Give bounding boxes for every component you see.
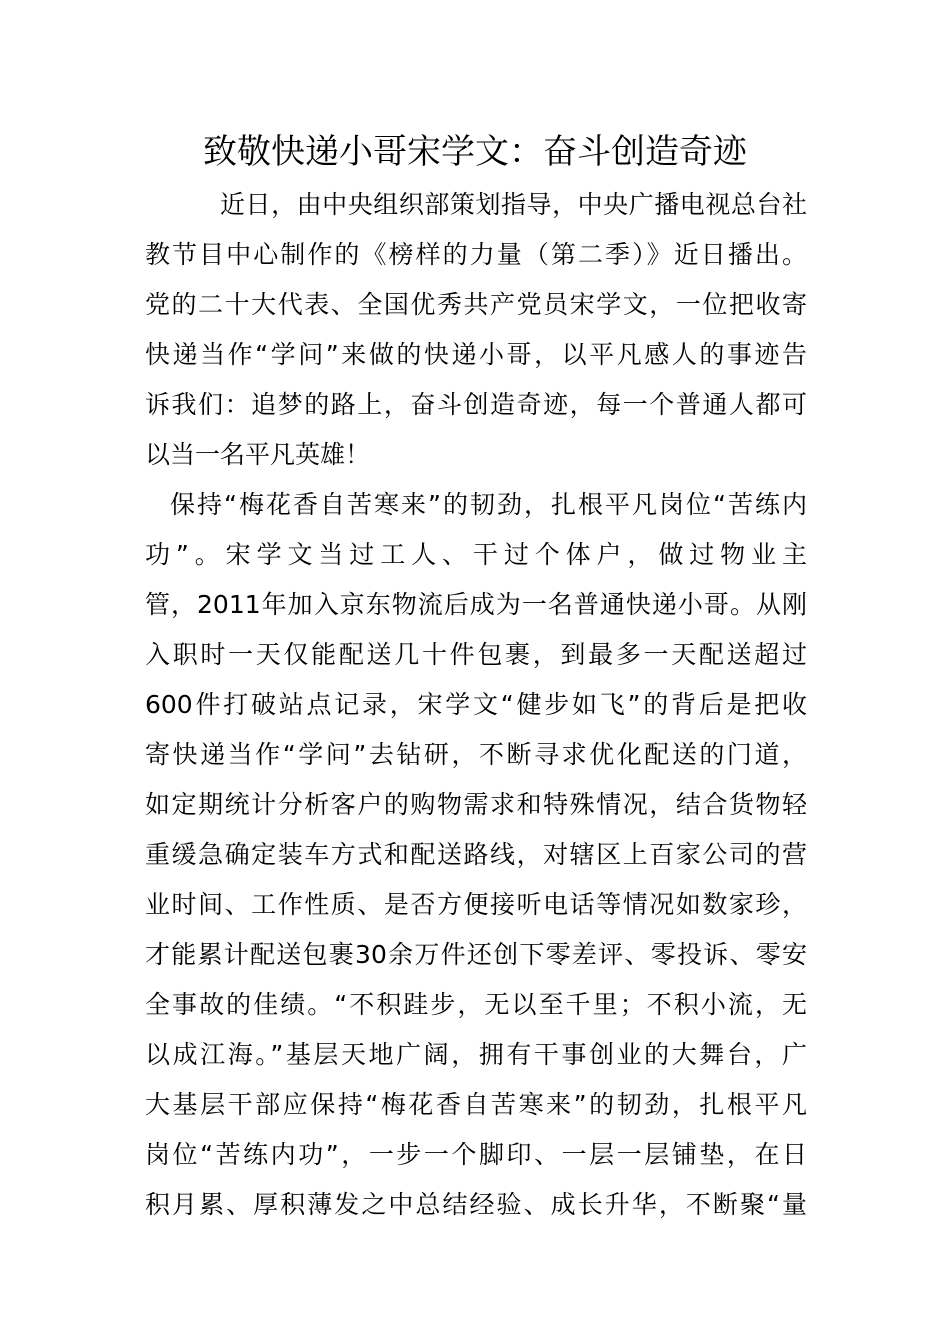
paragraph-line: 岗位“苦练内功”，一步一个脚印、一层一层铺垫，在日 [145,1140,807,1169]
paragraph-line: 教节目中心制作的《榜样的力量（第二季）》近日播出。 [145,240,807,269]
paragraph-line: 诉我们：追梦的路上，奋斗创造奇迹，每一个普通人都可 [145,390,807,419]
document-body [145,180,807,1230]
paragraph-line: 全事故的佳绩。“不积跬步，无以至千里；不积小流，无 [145,990,807,1019]
paragraph-line: 党的二十大代表、全国优秀共产党员宋学文，一位把收寄 [145,290,807,319]
paragraph-line: 以当一名平凡英雄！ [145,440,371,469]
paragraph-line: 快递当作“学问”来做的快递小哥，以平凡感人的事迹告 [145,340,807,369]
paragraph-line: 才能累计配送包裹30余万件还创下零差评、零投诉、零安 [145,940,807,969]
document-title: 致敬快递小哥宋学文：奋斗创造奇迹 [203,132,747,172]
paragraph-line: 业时间、工作性质、是否方便接听电话等情况如数家珍， [145,890,807,919]
paragraph-line: 近日，由中央组织部策划指导，中央广播电视总台社 [220,190,807,219]
paragraph-line: 以成江海。”基层天地广阔，拥有干事创业的大舞台，广 [145,1040,807,1069]
paragraph-line: 重缓急确定装车方式和配送路线，对辖区上百家公司的营 [145,840,807,869]
paragraph-line: 寄快递当作“学问”去钻研，不断寻求优化配送的门道， [145,740,807,769]
paragraph-line: 如定期统计分析客户的购物需求和特殊情况，结合货物轻 [145,790,807,819]
paragraph-line: 积月累、厚积薄发之中总结经验、成长升华，不断聚“量 [145,1190,807,1219]
paragraph-line: 管，2011年加入京东物流后成为一名普通快递小哥。从刚 [145,590,807,619]
paragraph-line: 保持“梅花香自苦寒来”的韧劲，扎根平凡岗位“苦练内 [170,490,807,519]
paragraph-line: 入职时一天仅能配送几十件包裹，到最多一天配送超过 [145,640,807,669]
paragraph-line: 功”。宋学文当过工人、干过个体户，做过物业主 [145,540,807,569]
paragraph-line: 600件打破站点记录，宋学文“健步如飞”的背后是把收 [145,690,807,719]
paragraph-line: 大基层干部应保持“梅花香自苦寒来”的韧劲，扎根平凡 [145,1090,807,1119]
